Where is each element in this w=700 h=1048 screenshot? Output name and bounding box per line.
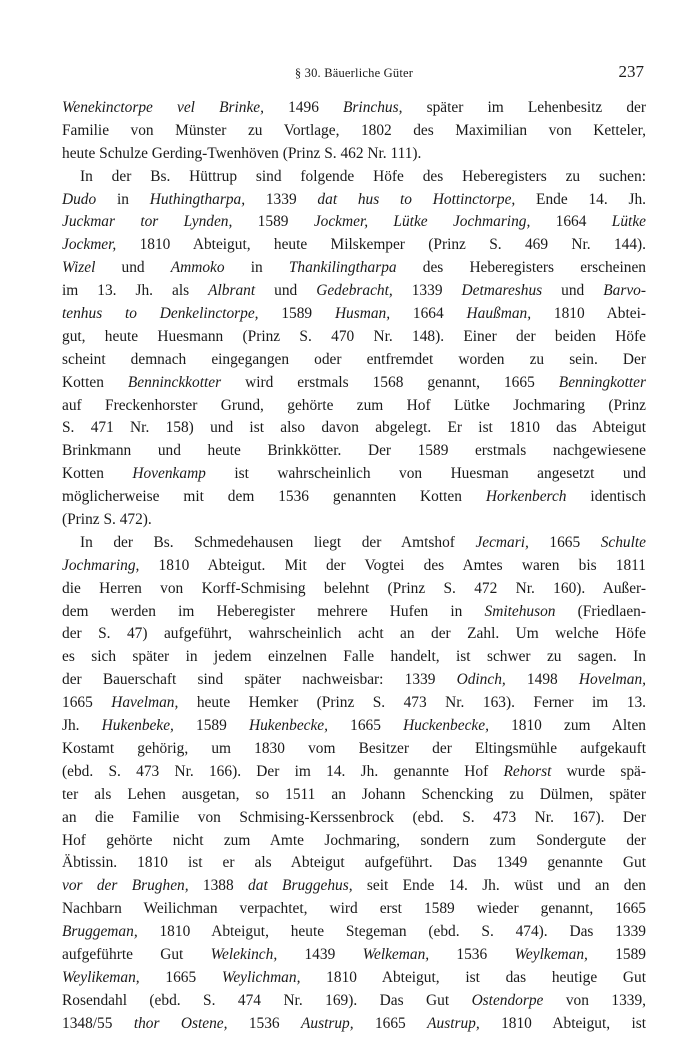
text-run: Brinkmann und heute Brinkkötter. Der 1589 erstmals nachgewiesene (62, 442, 646, 460)
text-line (62, 601, 646, 624)
text-run: an die Familie von Schmising-Kerssenbrock (ebd. S. 473 Nr. 167). Der (62, 808, 646, 826)
text-line (62, 623, 646, 646)
text-line (62, 921, 646, 944)
text-run: 1810 Abteigut, heute Stegeman (ebd. S. 474). Das 1339 (137, 923, 646, 941)
text-line (62, 532, 646, 555)
italic-name: Jecmari, (475, 533, 529, 551)
italic-name: Juckmar tor Lynden, (62, 213, 233, 231)
italic-name: Detmareshus (461, 282, 543, 300)
italic-name: Weylkeman, (514, 945, 588, 963)
text-line (62, 211, 646, 234)
text-run: 1665 (528, 533, 601, 551)
italic-name: Barvo- (603, 282, 646, 300)
text-line (62, 395, 646, 418)
italic-name: Wizel (62, 259, 96, 277)
text-line (62, 486, 646, 509)
text-run: und (255, 282, 317, 300)
text-run: 1810 Abteigut, ist (479, 1014, 646, 1032)
text-line (62, 784, 646, 807)
text-line (62, 372, 646, 395)
italic-name: Gedebracht, (316, 282, 393, 300)
text-run: (Friedlaen- (555, 602, 646, 620)
italic-name: dat hus to Hottinctorpe, (317, 190, 516, 208)
text-line (62, 944, 646, 967)
text-run: In der Bs. Hüttrup sind folgende Höfe des Heberegisters zu suchen: (80, 167, 646, 185)
text-run: und (95, 259, 171, 277)
text-run: 1665 (62, 694, 112, 712)
text-run: 1664 (390, 305, 467, 323)
text-run: und (542, 282, 604, 300)
italic-name: Weylichman, (221, 968, 301, 986)
italic-name: Austrup, (300, 1014, 354, 1032)
text-run: Rosendahl (ebd. S. 474 Nr. 169). Das Gut (62, 991, 472, 1009)
italic-name: Benninckkotter (127, 373, 222, 391)
italic-name: Ammoko (170, 259, 225, 277)
text-run: aufgeführte Gut (62, 945, 211, 963)
italic-name: vor der Brughen, (62, 877, 189, 895)
text-line (62, 463, 646, 486)
text-run: auf Freckenhorster Grund, gehörte zum Hof Lütke Jochmaring (Prinz (62, 396, 646, 414)
italic-name: Jockmer, (62, 236, 117, 254)
italic-name: dat Bruggehus, (248, 877, 353, 895)
page-number: 237 (618, 62, 644, 81)
text-run: 1589 (258, 305, 335, 323)
italic-name: Odinch, (456, 671, 506, 689)
text-line (62, 143, 646, 166)
text-run: Hof gehörte nicht zum Amte Jochmaring, sondern zum Sondergute der (62, 831, 646, 849)
text-run: 1348/55 (62, 1014, 134, 1032)
italic-name: Smitehuson (484, 602, 556, 620)
text-line (62, 578, 646, 601)
text-run: scheint demnach eingegangen oder entfremdet worden zu sein. Der (62, 350, 646, 368)
text-run: in (224, 259, 289, 277)
text-line (62, 830, 646, 853)
italic-name: Huthingtharpa, (149, 190, 246, 208)
text-line (62, 715, 646, 738)
italic-name: Jochmaring, (62, 556, 140, 574)
text-line (62, 555, 646, 578)
text-run: dem werden im Heberegister mehrere Hufen in (62, 602, 485, 620)
text-line (62, 349, 646, 372)
text-run: 1810 Abtei- (531, 305, 646, 323)
text-run: ist wahrscheinlich von Huesman angesetzt und (205, 465, 646, 483)
italic-name: Husman, (334, 305, 391, 323)
text-run: 1388 (188, 877, 249, 895)
text-run: Jh. (62, 717, 102, 735)
text-run: gut, heute Huesmann (Prinz S. 470 Nr. 148). Einer der beiden Höfe (62, 327, 646, 345)
italic-name: Horkenberch (485, 488, 567, 506)
text-line (62, 280, 646, 303)
text-run: (ebd. S. 473 Nr. 166). Der im 14. Jh. genannte Hof (62, 762, 504, 780)
italic-name: Lütke (611, 213, 646, 231)
text-run: wird erstmals 1568 genannt, 1665 (221, 373, 559, 391)
text-run: 1665 (353, 1014, 428, 1032)
text-run: später im Lehenbesitz der (402, 99, 646, 116)
text-line (62, 807, 646, 830)
text-run: die Herren von Korff-Schmising belehnt (Prinz S. 472 Nr. 160). Außer- (62, 579, 646, 597)
text-run: 1810 zum Alten (488, 717, 646, 735)
text-line (62, 852, 646, 875)
italic-name: Hukenbecke, (248, 717, 328, 735)
italic-name: Hovelman, (578, 671, 646, 689)
italic-name: Huckenbecke, (403, 717, 489, 735)
text-run: 1589 (232, 213, 314, 231)
text-run: der S. 47) aufgeführt, wahrscheinlich acht an der Zahl. Um welche Höfe (62, 625, 646, 643)
text-run: (Prinz S. 472). (62, 511, 152, 529)
text-line (62, 967, 646, 990)
italic-name: thor Ostene, (133, 1014, 228, 1032)
italic-name: Jockmer, Lütke Jochmaring, (313, 213, 531, 231)
italic-name: Weylikeman, (62, 968, 140, 986)
text-line (62, 440, 646, 463)
text-run: identisch (566, 488, 646, 506)
text-run: Nachbarn Weilichman verpachtet, wird erst 1589 wieder genannt, 1665 (62, 900, 646, 918)
text-line (62, 646, 646, 669)
text-run: ter als Lehen ausgetan, so 1511 an Johann Schencking zu Dülmen, später (62, 785, 646, 803)
italic-name: Havelman, (111, 694, 179, 712)
italic-name: Austrup, (427, 1014, 480, 1032)
text-run: In der Bs. Schmedehausen liegt der Amtshof (80, 533, 476, 551)
italic-name: tenhus to Denkelinctorpe, (62, 305, 259, 323)
text-run: 1665 (139, 968, 222, 986)
text-run: 1339 (392, 282, 462, 300)
italic-name: Schulte (600, 533, 647, 551)
italic-name: Welekinch, (210, 945, 278, 963)
text-run: der Bauerschaft sind später nachweisbar: 1339 (62, 671, 457, 689)
text-run: 1536 (227, 1014, 301, 1032)
text-run: heute Hemker (Prinz S. 473 Nr. 163). Ferner im 13. (178, 694, 646, 712)
italic-name: Hovenkamp (132, 465, 206, 483)
italic-name: Welkeman, (362, 945, 430, 963)
text-run: 1810 Abteigut, ist das heutige Gut (300, 968, 646, 986)
italic-name: Haußman, (466, 305, 532, 323)
text-run: 1536 (429, 945, 515, 963)
italic-name: Ostendorpe (471, 991, 544, 1009)
text-run: es sich später in jedem einzelnen Falle handelt, ist schwer zu sagen. In (62, 648, 646, 666)
text-run: von 1339, (543, 991, 646, 1009)
text-run: heute Schulze Gerding-Twenhöven (Prinz S. 462 Nr. 111). (62, 144, 422, 162)
text-run: seit Ende 14. Jh. wüst und an den (352, 877, 646, 895)
text-run: Ende 14. Jh. (515, 190, 647, 208)
text-run: Äbtissin. 1810 ist er als Abteigut aufgeführt. Das 1349 genannte Gut (62, 854, 646, 872)
text-line (62, 97, 646, 120)
text-run: Kostamt gehörig, um 1830 vom Besitzer der Eltingsmühle aufgekauft (62, 739, 646, 757)
text-run: 1589 (173, 717, 249, 735)
text-line (62, 898, 646, 921)
text-line (62, 234, 646, 257)
text-run: 1665 (328, 717, 404, 735)
text-line (62, 875, 646, 898)
text-line (62, 417, 646, 440)
text-line (62, 189, 646, 212)
text-line (62, 1013, 646, 1036)
text-run: Kotten (62, 373, 128, 391)
text-run: 1496 (263, 99, 344, 116)
text-run: 1339 (245, 190, 318, 208)
text-run: S. 471 Nr. 158) und ist also davon abgelegt. Er ist 1810 das Abteigut (62, 419, 646, 437)
text-line (62, 509, 646, 532)
text-run: 1810 Abteigut, heute Milskemper (Prinz S. 469 Nr. 144). (116, 236, 646, 254)
text-run: in (96, 190, 150, 208)
italic-name: Wenekinctorpe vel Brinke, (62, 99, 264, 116)
text-line (62, 692, 646, 715)
text-line (62, 303, 646, 326)
text-line (62, 166, 646, 189)
text-run: 1664 (530, 213, 612, 231)
text-line (62, 257, 646, 280)
text-run: 1810 Abteigut. Mit der Vogtei des Amtes waren bis 1811 (139, 556, 646, 574)
text-run: Familie von Münster zu Vortlage, 1802 des Maximilian von Ketteler, (62, 121, 646, 139)
text-line (62, 120, 646, 143)
text-run: 1498 (505, 671, 579, 689)
text-run: wurde spä- (551, 762, 646, 780)
italic-name: Brinchus, (343, 99, 403, 116)
text-run: möglicherweise mit dem 1536 genannten Kotten (62, 488, 486, 506)
italic-name: Albrant (208, 282, 256, 300)
body-text (62, 97, 646, 1036)
text-run: des Heberegisters erscheinen (396, 259, 646, 277)
text-run: 1439 (277, 945, 363, 963)
text-line (62, 738, 646, 761)
text-line (62, 761, 646, 784)
running-head (62, 62, 646, 86)
italic-name: Dudo (62, 190, 97, 208)
text-line (62, 990, 646, 1013)
text-run: 1589 (587, 945, 646, 963)
italic-name: Bruggeman, (62, 923, 138, 941)
text-run: im 13. Jh. als (62, 282, 209, 300)
italic-name: Benningkotter (558, 373, 646, 391)
italic-name: Rehorst (503, 762, 552, 780)
italic-name: Thankilingtharpa (288, 259, 397, 277)
italic-name: Hukenbeke, (101, 717, 174, 735)
text-line (62, 326, 646, 349)
text-run: Kotten (62, 465, 133, 483)
text-line (62, 669, 646, 692)
running-title: § 30. Bäuerliche Güter (294, 66, 414, 80)
